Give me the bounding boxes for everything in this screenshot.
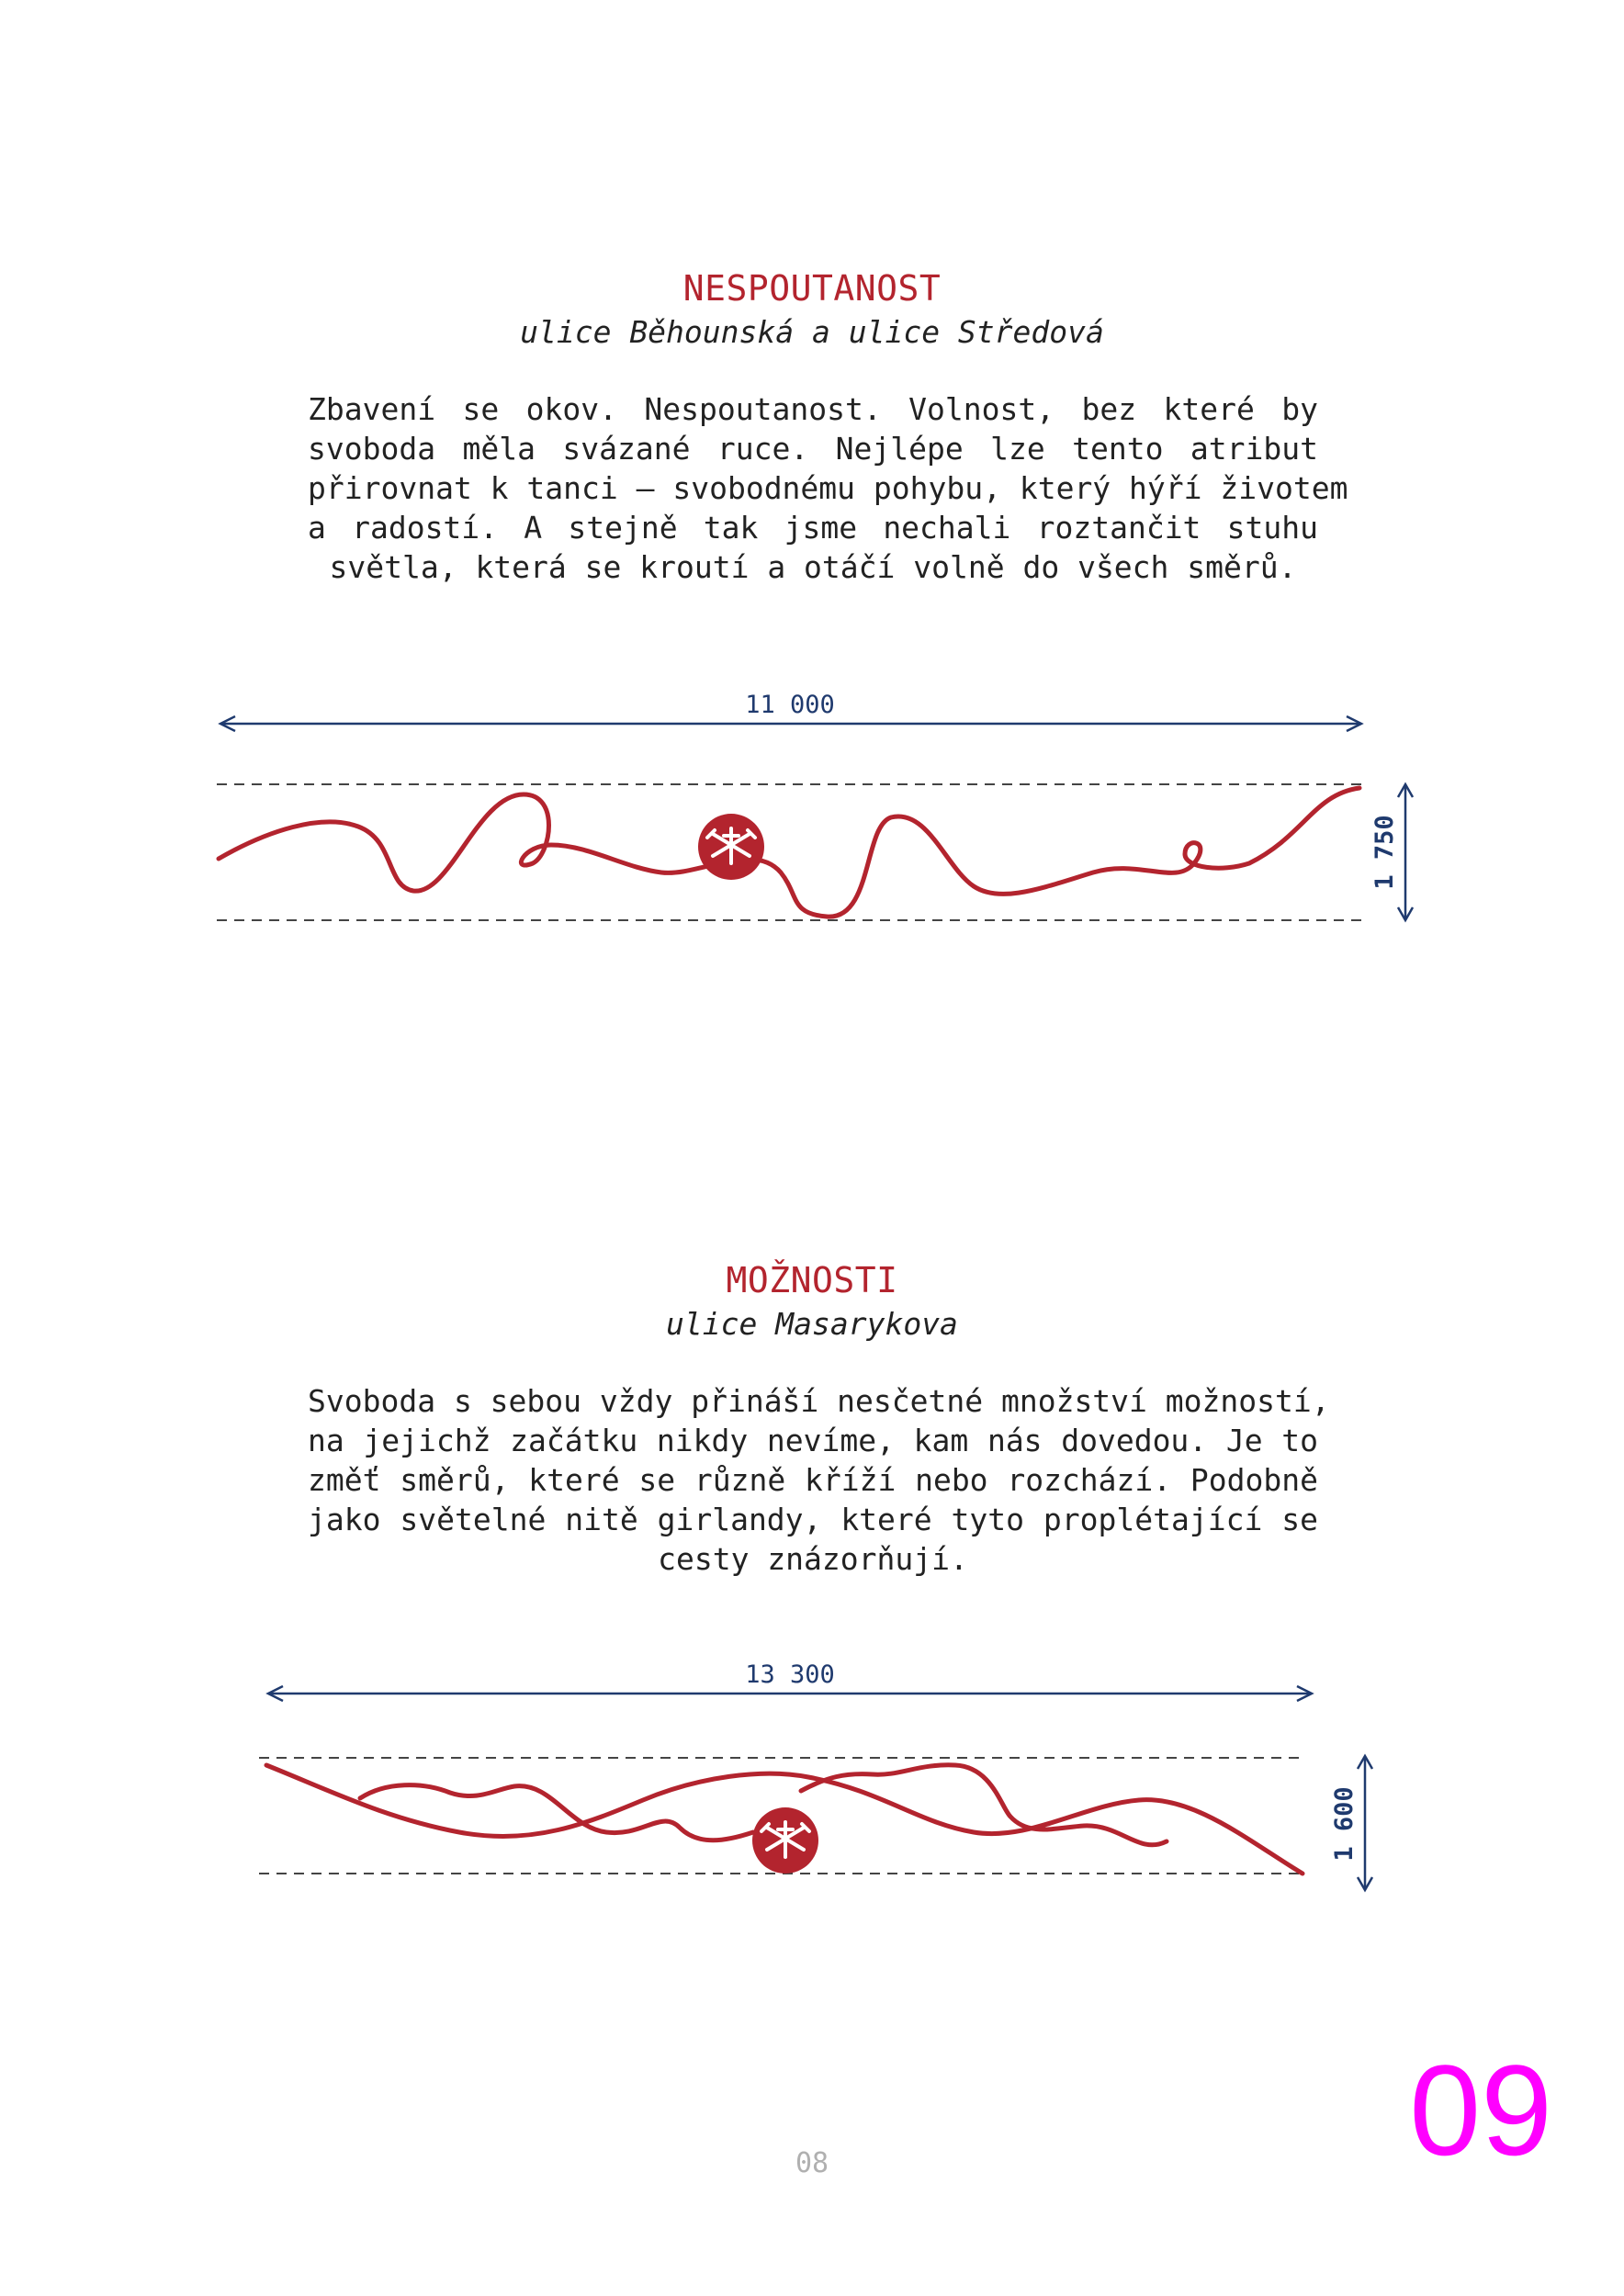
page-number: 08 [795,2147,829,2179]
city-coat-of-arms-icon [698,814,764,880]
body-line: Zbavení se okov. Nespoutanost. Volnost, bez které by [308,391,1318,427]
ribbon-diagram [0,680,1624,937]
height-label: 1 750 [1370,815,1399,890]
body-line: na jejichž začátku nikdy nevíme, kam nás dovedou. Je to [308,1423,1318,1458]
section-body [308,1381,1330,1579]
width-label: 11 000 [745,691,835,719]
corner-page-marker: 09 [1409,2038,1552,2182]
body-line: cesty znázorňují. [658,1541,968,1577]
body-line: světla, která se kroutí a otáčí volně do všech směrů. [329,549,1297,585]
section-title: MOŽNOSTI [726,1260,898,1300]
garland-diagram [0,1653,1624,1910]
section-body [308,389,1348,587]
width-dimension [220,691,1361,731]
body-line: přirovnat k tanci – svobodnému pohybu, který hýří životem [308,470,1348,506]
height-dimension [1330,1756,1372,1890]
body-line: Svoboda s sebou vždy přináší nesčetné množství možností, [308,1383,1330,1419]
body-line: a radostí. A stejně tak jsme nechali roztančit stuhu [308,510,1318,546]
height-label: 1 600 [1330,1786,1359,1862]
body-line: změť směrů, které se různě kříží nebo rozchází. Podobně [308,1462,1318,1498]
body-line: svoboda měla svázané ruce. Nejlépe lze tento atribut [308,431,1318,467]
city-coat-of-arms-icon [752,1807,818,1874]
height-dimension [1370,784,1413,920]
section-title: NESPOUTANOST [682,268,942,309]
width-label: 13 300 [745,1660,835,1689]
section-subtitle: ulice Masarykova [666,1306,958,1342]
light-ribbon [219,788,1359,917]
section-subtitle: ulice Běhounská a ulice Středová [520,314,1104,350]
body-line: jako světelné nitě girlandy, které tyto proplétající se [308,1502,1318,1537]
width-dimension [268,1660,1312,1701]
